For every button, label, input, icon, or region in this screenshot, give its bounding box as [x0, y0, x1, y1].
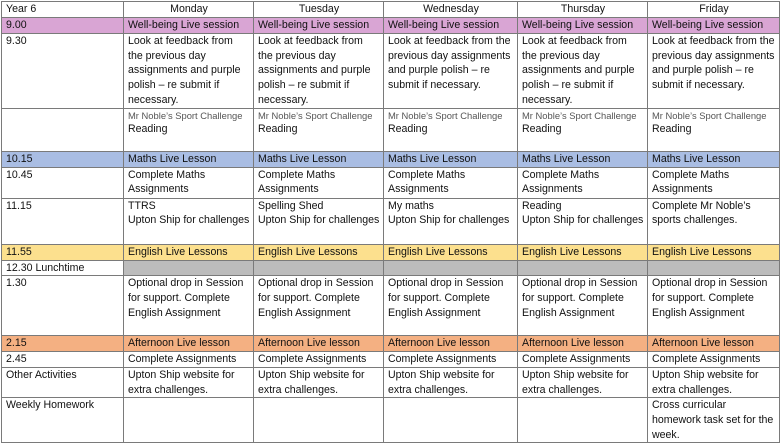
- day-tuesday: Tuesday: [254, 2, 384, 18]
- maths-assign-thursday: Complete Maths Assignments: [518, 167, 648, 198]
- day-friday: Friday: [648, 2, 780, 18]
- maths-live-wednesday: Maths Live Lesson: [384, 151, 518, 167]
- activity-detail: Upton Ship for challenges: [128, 214, 250, 227]
- maths-live-tuesday: Maths Live Lesson: [254, 151, 384, 167]
- row-wellbeing: [2, 18, 780, 34]
- row-drop-in: [2, 276, 780, 336]
- time-cell: 2.45: [2, 352, 124, 368]
- other-thursday: Upton Ship website for extra challenges.: [518, 367, 648, 397]
- afternoon-thursday: Afternoon Live lesson: [518, 336, 648, 352]
- afternoon-tuesday: Afternoon Live lesson: [254, 336, 384, 352]
- activity-detail: Upton Ship for challenges: [522, 214, 644, 227]
- other-monday: Upton Ship website for extra challenges.: [124, 367, 254, 397]
- feedback-friday: Look at feedback from the previous day assignments and purple polish – re submit if necessary.: [648, 34, 780, 109]
- complete-friday: Complete Assignments: [648, 352, 780, 368]
- activity-wednesday: [384, 198, 518, 244]
- lunch-thursday: [518, 260, 648, 276]
- row-feedback: [2, 34, 780, 109]
- activity-title: TTRS: [128, 199, 156, 212]
- header-row: [2, 2, 780, 18]
- row-afternoon-live: [2, 336, 780, 352]
- row-maths-live: [2, 151, 780, 167]
- lunch-monday: [124, 260, 254, 276]
- maths-assign-wednesday: Complete Maths Assignments: [384, 167, 518, 198]
- english-live-wednesday: English Live Lessons: [384, 244, 518, 260]
- dropin-wednesday: Optional drop in Session for support. Complete English Assignment: [384, 276, 518, 336]
- time-cell: Other Activities: [2, 367, 124, 397]
- complete-monday: Complete Assignments: [124, 352, 254, 368]
- maths-live-friday: Maths Live Lesson: [648, 151, 780, 167]
- lunch-tuesday: [254, 260, 384, 276]
- activity-thursday: [518, 198, 648, 244]
- row-weekly-homework: [2, 398, 780, 443]
- maths-live-thursday: Maths Live Lesson: [518, 151, 648, 167]
- reading-label: Reading: [388, 123, 428, 136]
- sport-monday: [124, 108, 254, 151]
- other-friday: Upton Ship website for extra challenges.: [648, 367, 780, 397]
- sport-friday: [648, 108, 780, 151]
- english-live-friday: English Live Lessons: [648, 244, 780, 260]
- timetable: [1, 1, 780, 443]
- time-cell: 9.00: [2, 18, 124, 34]
- activity-monday: [124, 198, 254, 244]
- feedback-monday: Look at feedback from the previous day assignments and purple polish – re submit if necessary.: [124, 34, 254, 109]
- time-cell-empty: [2, 108, 124, 151]
- feedback-thursday: Look at feedback from the previous day assignments and purple polish – re submit if necessary.: [518, 34, 648, 109]
- dropin-tuesday: Optional drop in Session for support. Complete English Assignment: [254, 276, 384, 336]
- english-live-thursday: English Live Lessons: [518, 244, 648, 260]
- reading-label: Reading: [652, 123, 692, 136]
- wellbeing-thursday: Well-being Live session: [518, 18, 648, 34]
- dropin-thursday: Optional drop in Session for support. Complete English Assignment: [518, 276, 648, 336]
- sport-challenge-label: Mr Noble’s Sport Challenge: [652, 109, 767, 121]
- complete-thursday: Complete Assignments: [518, 352, 648, 368]
- afternoon-friday: Afternoon Live lesson: [648, 336, 780, 352]
- homework-label: Weekly Homework: [2, 398, 124, 443]
- english-live-monday: English Live Lessons: [124, 244, 254, 260]
- row-english-live: [2, 244, 780, 260]
- row-complete-assignments: [2, 352, 780, 368]
- sport-challenge-label: Mr Noble’s Sport Challenge: [128, 109, 243, 121]
- sport-challenge-label: Mr Noble’s Sport Challenge: [258, 109, 373, 121]
- activity-title: Spelling Shed: [258, 199, 324, 212]
- activity-title: My maths: [388, 199, 434, 212]
- activity-friday: [648, 198, 780, 244]
- maths-assign-monday: Complete Maths Assignments: [124, 167, 254, 198]
- maths-live-monday: Maths Live Lesson: [124, 151, 254, 167]
- sport-challenge-label: Mr Noble’s Sport Challenge: [522, 109, 637, 121]
- complete-tuesday: Complete Assignments: [254, 352, 384, 368]
- time-cell: 10.45: [2, 167, 124, 198]
- day-monday: Monday: [124, 2, 254, 18]
- homework-tuesday: [254, 398, 384, 443]
- activity-title: Complete Mr Noble’s sports challenges.: [652, 199, 751, 227]
- dropin-monday: Optional drop in Session for support. Complete English Assignment: [124, 276, 254, 336]
- feedback-wednesday: Look at feedback from the previous day assignments and purple polish – re submit if necessary.: [384, 34, 518, 109]
- reading-label: Reading: [258, 123, 298, 136]
- homework-friday: Cross curricular homework task set for the week.: [648, 398, 780, 443]
- row-sport-reading: [2, 108, 780, 151]
- row-1115-activities: [2, 198, 780, 244]
- time-cell: 2.15: [2, 336, 124, 352]
- complete-wednesday: Complete Assignments: [384, 352, 518, 368]
- sport-challenge-label: Mr Noble’s Sport Challenge: [388, 109, 503, 121]
- other-wednesday: Upton Ship website for extra challenges.: [384, 367, 518, 397]
- year-label: Year 6: [2, 2, 124, 18]
- activity-tuesday: [254, 198, 384, 244]
- sport-thursday: [518, 108, 648, 151]
- wellbeing-friday: Well-being Live session: [648, 18, 780, 34]
- wellbeing-wednesday: Well-being Live session: [384, 18, 518, 34]
- lunch-friday: [648, 260, 780, 276]
- time-cell: 1.30: [2, 276, 124, 336]
- row-maths-assignments: [2, 167, 780, 198]
- time-cell: 11.15: [2, 198, 124, 244]
- day-wednesday: Wednesday: [384, 2, 518, 18]
- lunchtime-label: 12.30 Lunchtime: [2, 260, 124, 276]
- sport-tuesday: [254, 108, 384, 151]
- reading-label: Reading: [128, 123, 168, 136]
- time-cell: 10.15: [2, 151, 124, 167]
- day-thursday: Thursday: [518, 2, 648, 18]
- afternoon-wednesday: Afternoon Live lesson: [384, 336, 518, 352]
- activity-detail: Upton Ship for challenges: [388, 214, 510, 227]
- time-cell: 11.55: [2, 244, 124, 260]
- sport-wednesday: [384, 108, 518, 151]
- english-live-tuesday: English Live Lessons: [254, 244, 384, 260]
- homework-wednesday: [384, 398, 518, 443]
- afternoon-monday: Afternoon Live lesson: [124, 336, 254, 352]
- homework-thursday: [518, 398, 648, 443]
- maths-assign-tuesday: Complete Maths Assignments: [254, 167, 384, 198]
- maths-assign-friday: Complete Maths Assignments: [648, 167, 780, 198]
- dropin-friday: Optional drop in Session for support. Complete English Assignment: [648, 276, 780, 336]
- homework-monday: [124, 398, 254, 443]
- wellbeing-monday: Well-being Live session: [124, 18, 254, 34]
- activity-title: Reading: [522, 199, 562, 212]
- time-cell: 9.30: [2, 34, 124, 109]
- lunch-wednesday: [384, 260, 518, 276]
- activity-detail: Upton Ship for challenges: [258, 214, 380, 227]
- row-lunchtime: [2, 260, 780, 276]
- wellbeing-tuesday: Well-being Live session: [254, 18, 384, 34]
- reading-label: Reading: [522, 123, 562, 136]
- row-other-activities: [2, 367, 780, 397]
- feedback-tuesday: Look at feedback from the previous day assignments and purple polish – re submit if necessary.: [254, 34, 384, 109]
- other-tuesday: Upton Ship website for extra challenges.: [254, 367, 384, 397]
